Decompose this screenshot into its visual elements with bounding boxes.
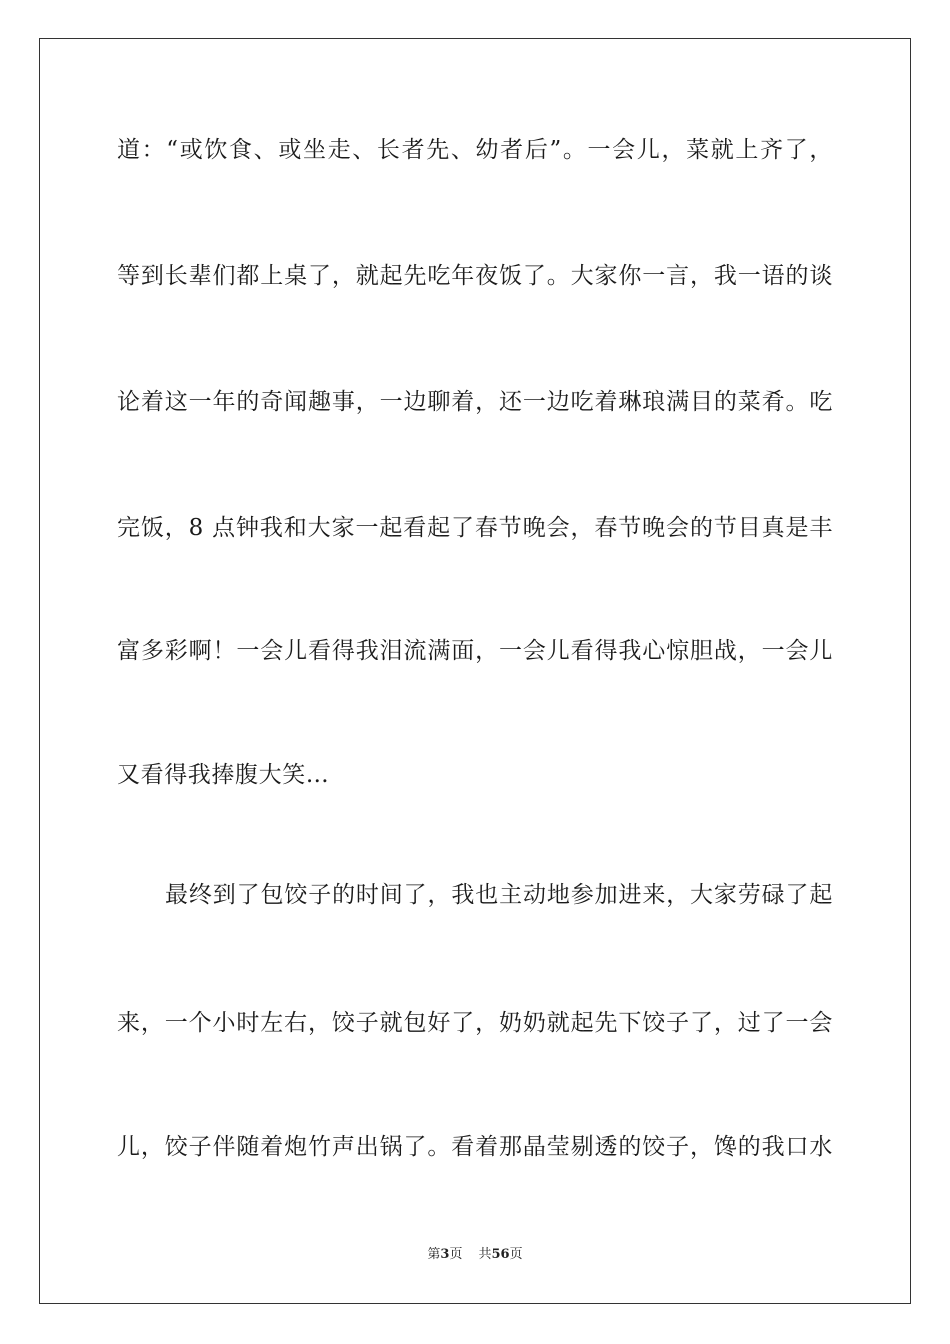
paragraph-line-4: 完饭，8 点钟我和大家一起看起了春节晚会，春节晚会的节目真是丰 [117,515,833,541]
footer-total-prefix: 共 [478,1247,492,1262]
paragraph-line-3: 论着这一年的奇闻趣事，一边聊着，还一边吃着琳琅满目的菜肴。吃 [117,389,833,415]
paragraph-line-7: 最终到了包饺子的时间了，我也主动地参加进来，大家劳碌了起 [165,882,833,908]
paragraph-line-1: 道：“或饮食、或坐走、长者先、幼者后”。一会儿，菜就上齐了， [117,137,833,163]
paragraph-line-9: 儿，饺子伴随着炮竹声出锅了。看着那晶莹剔透的饺子，馋的我口水 [117,1134,833,1160]
page-border [39,38,911,1304]
paragraph-line-5: 富多彩啊！一会儿看得我泪流满面，一会儿看得我心惊胆战，一会儿 [117,638,833,664]
footer-page-prefix: 第 [427,1247,441,1262]
footer-page-suffix: 页 [449,1247,463,1262]
page-footer [0,1246,950,1264]
paragraph-line-6: 又看得我捧腹大笑… [117,762,330,788]
footer-page-number: 3 [440,1247,450,1262]
footer-total-pages: 56 [491,1247,510,1262]
paragraph-line-8: 来，一个小时左右，饺子就包好了，奶奶就起先下饺子了，过了一会 [117,1010,833,1036]
paragraph-line-2: 等到长辈们都上桌了，就起先吃年夜饭了。大家你一言，我一语的谈 [117,263,833,289]
footer-total-suffix: 页 [509,1247,523,1262]
